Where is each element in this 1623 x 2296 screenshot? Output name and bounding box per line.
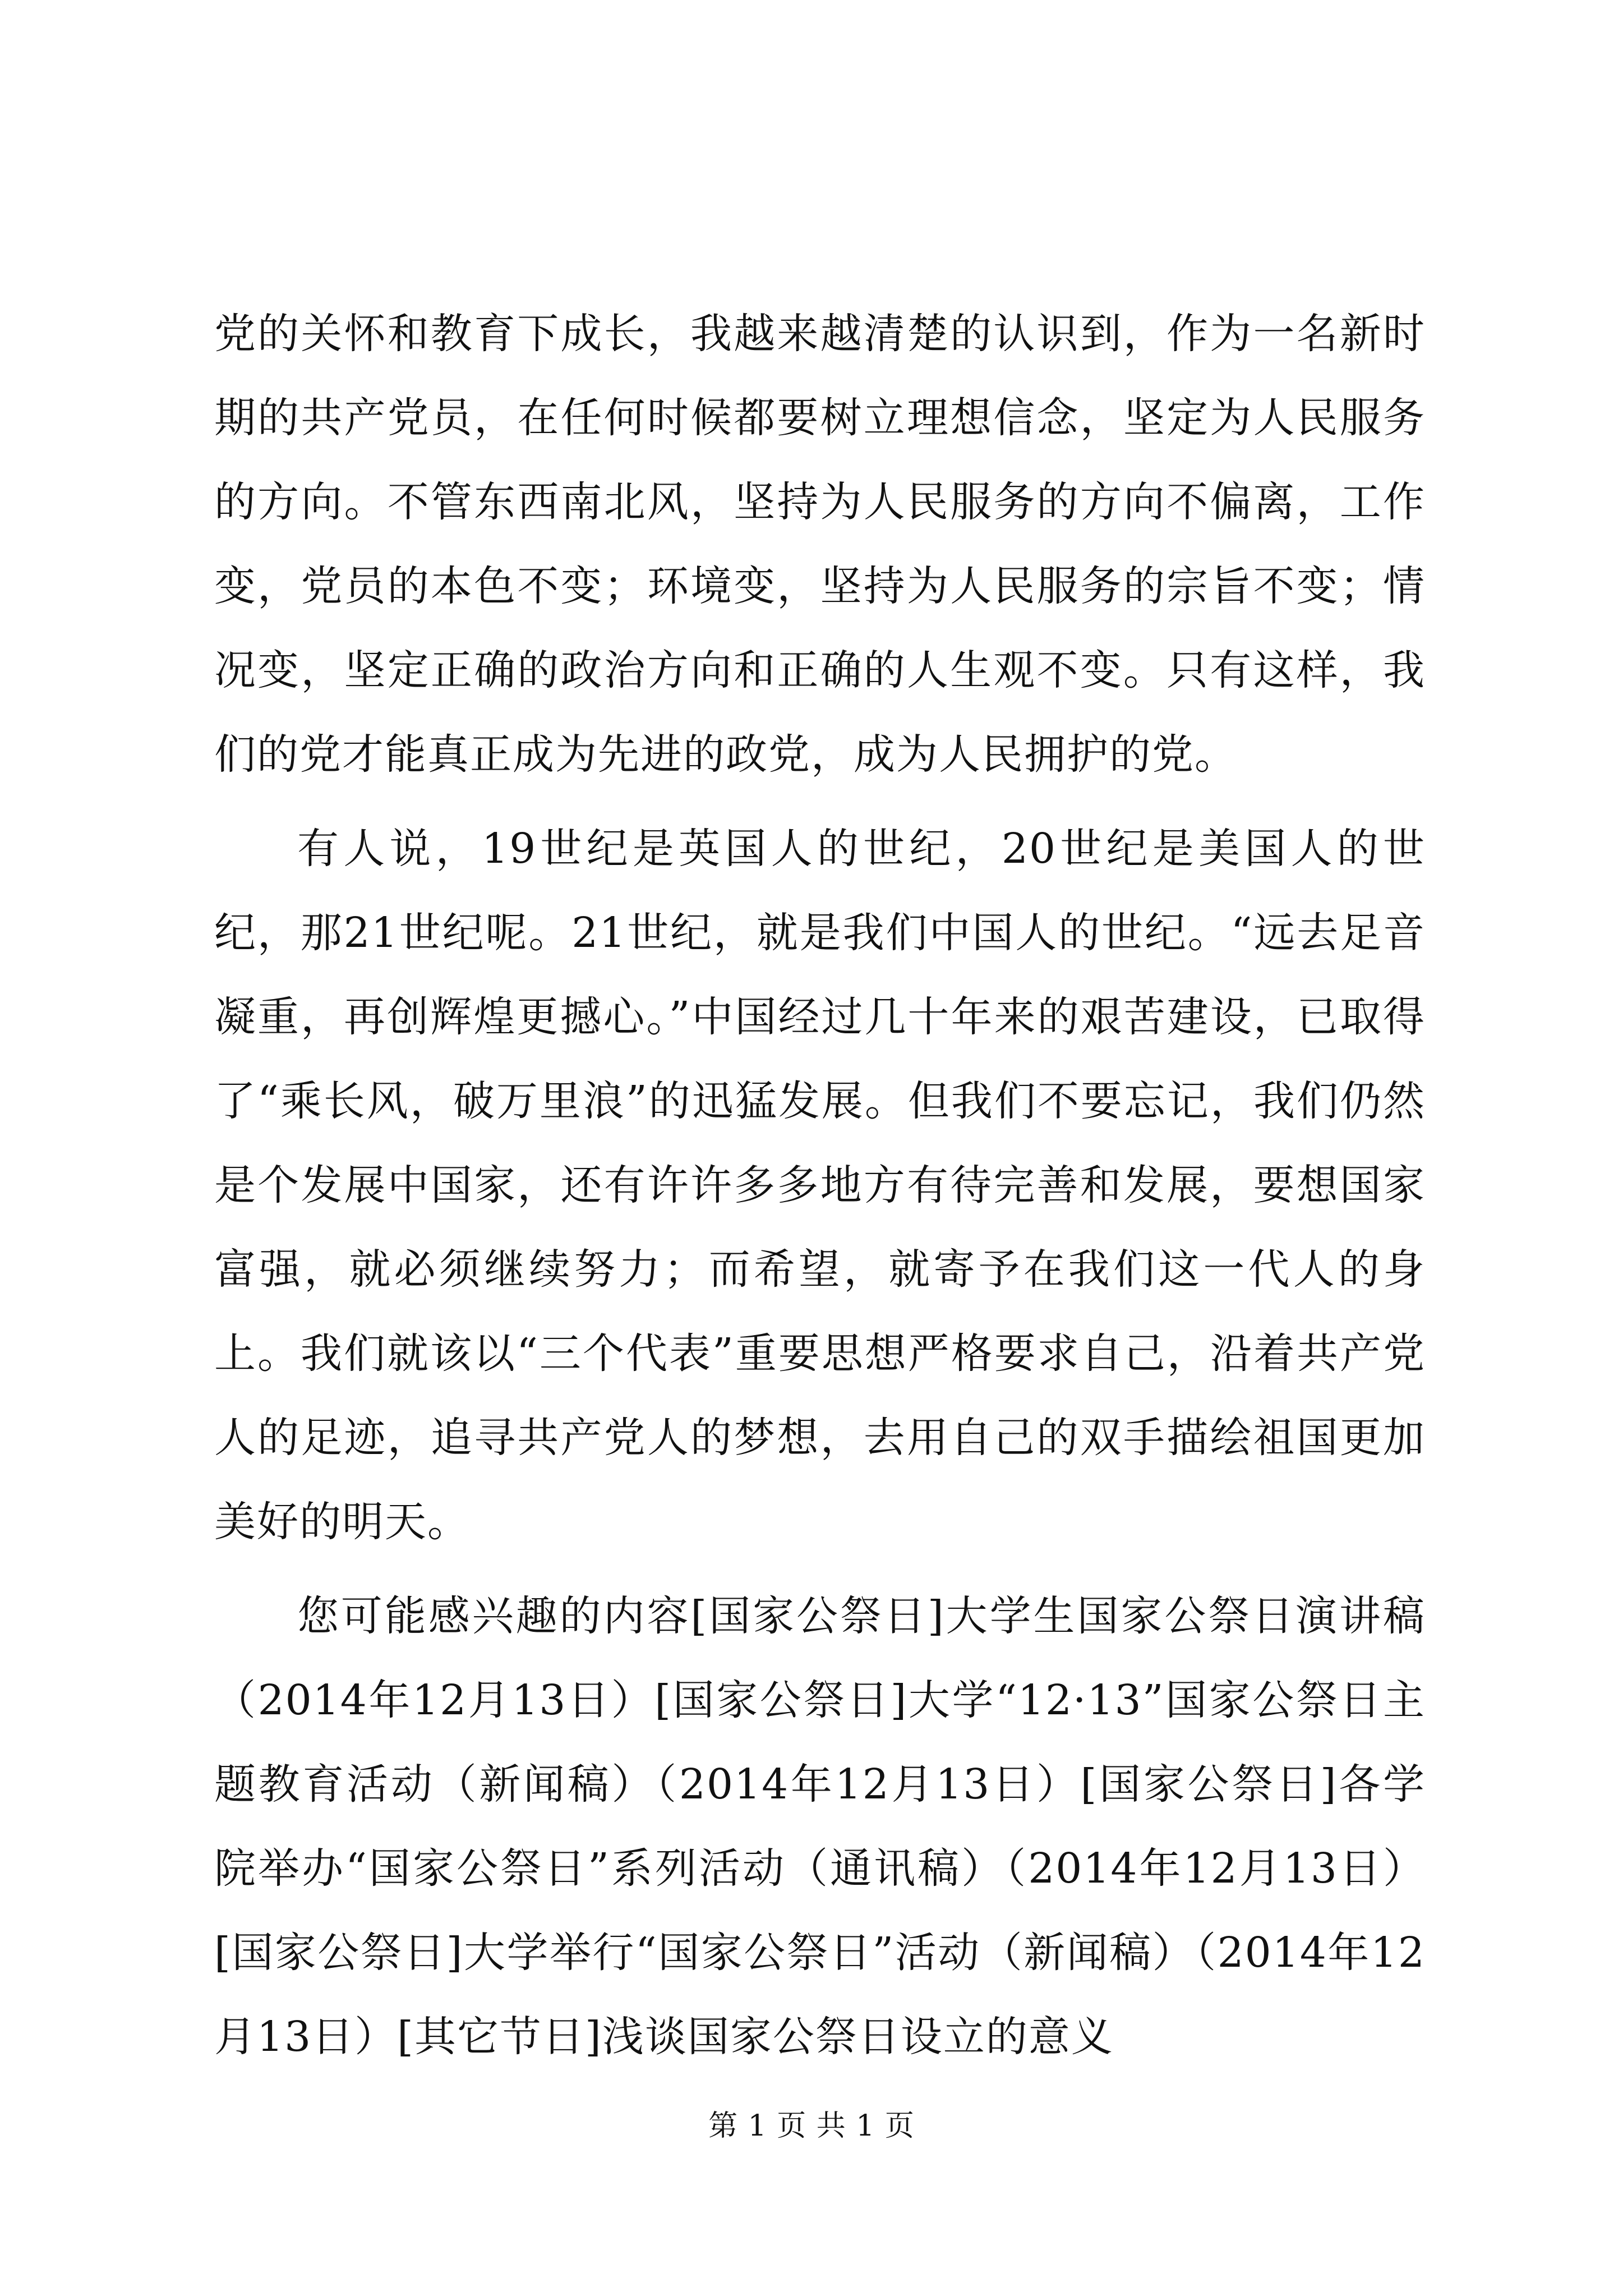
paragraph-1: 党的关怀和教育下成长，我越来越清楚的认识到，作为一名新时期的共产党员，在任何时候都要树立理想信念，坚定为人民服务的方向。不管东西南北风，坚持为人民服务的方向不偏离，工作变，党员的本色不变；环境变，坚持为人民服务的宗旨不变；情况变，坚定正确的政治方向和正确的人生观不变。只有这样，我们的党才能真正成为先进的政党，成为人民拥护的党。 [214, 310, 1426, 779]
paragraph-2: 有人说，19世纪是英国人的世纪，20世纪是美国人的世纪，那21世纪呢。21世纪，就是我们中国人的世纪。“远去足音凝重，再创辉煌更撼心。”中国经过几十年来的艰苦建设，已取得了“乘长风，破万里浪”的迅猛发展。但我们不要忘记，我们仍然是个发展中国家，还有许许多多地方有待完善和发展，要想国家富强，就必须继续努力；而希望，就寄予在我们这一代人的身上。我们就该以“三个代表”重要思想严格要求自己，沿着共产党人的足迹，追寻共产党人的梦想，去用自己的双手描绘祖国更加美好的明天。 [214, 825, 1426, 1546]
paragraph-3-related-content: 您可能感兴趣的内容[国家公祭日]大学生国家公祭日演讲稿（2014年12月13日）[国家公祭日]大学“12·13”国家公祭日主题教育活动（新闻稿）（2014年12月13日）[国家公祭日]各学院举办“国家公祭日”系列活动（通讯稿）（2014年12月13日）[国家公祭日]大学举行“国家公祭日”活动（新闻稿）（2014年12月13日）[其它节日]浅谈国家公祭日设立的意义 [214, 1592, 1426, 2061]
page-footer: 第 1 页 共 1 页 [708, 2109, 915, 2143]
document-body [214, 292, 1426, 2079]
